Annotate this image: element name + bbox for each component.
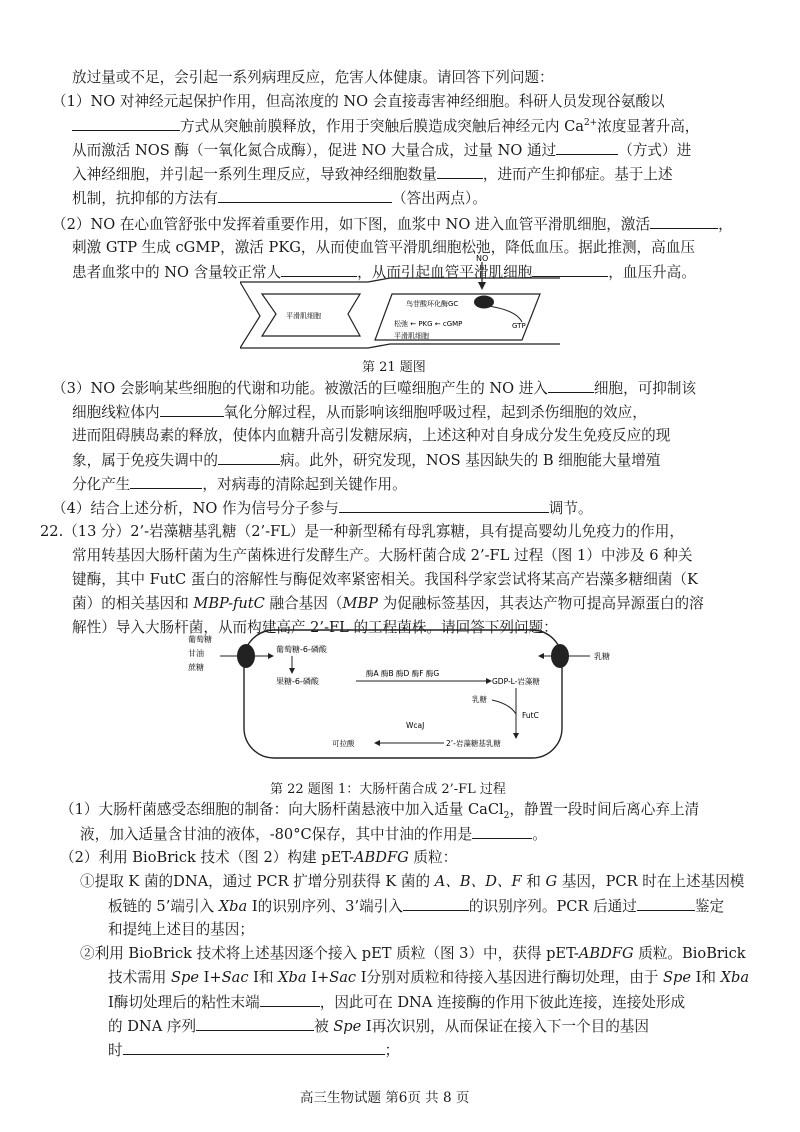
enzymes-label: 酶A 酶B 酶D 酶F 酶G [366, 669, 440, 678]
answer-blank[interactable] [403, 896, 469, 911]
q21-p1-line5: 机制，抗抑郁的方法有 （答出两点）。 [72, 190, 487, 207]
answer-blank[interactable] [123, 1040, 385, 1055]
q22-p2-s2-line1: ②利用 BioBrick 技术将上述基因逐个接入 pET 质粒（图 3）中，获得 pET-ABDFG 质粒。BioBrick [80, 945, 746, 962]
q21-p1-line4: 入神经细胞，并引起一系列生理反应，导致神经细胞数量 ，进而产生抑郁症。基于上述 [72, 166, 673, 183]
answer-blank[interactable] [260, 992, 320, 1007]
q21-p3-line3: 进而阻碍胰岛素的释放，使体内血糖升高引发糖尿病，上述这种对自身成分发生免疫反应的现 [72, 427, 671, 444]
q22-figure [180, 612, 630, 762]
q22-p1-line2: 液，加入适量含甘油的液体，-80°C保存，其中甘油的作用是 。 [80, 826, 547, 843]
q21-figure [240, 252, 560, 352]
q22-p2-s1-line1: ①提取 K 菌的DNA，通过 PCR 扩增分别获得 K 菌的 A、B、D、F 和 G 基因，PCR 时在上述基因模 [80, 873, 745, 890]
q21-p2-line1: （2）NO 在心血管舒张中发挥着重要作用，如下图，血浆中 NO 进入血管平滑肌细胞，激活 ， [52, 216, 733, 233]
q21-p3-line4: 象，属于免疫失调中的 病。此外，研究发现，NOS 基因缺失的 B 细胞能大量增殖 [72, 452, 661, 469]
no-label: NO [476, 254, 489, 263]
q21-p3-line5: 分化产生 ，对病毒的清除起到关键作用。 [72, 476, 407, 493]
q22-p2-head: （2）利用 BioBrick 技术（图 2）构建 pET-ABDFG 质粒： [60, 849, 458, 866]
answer-blank[interactable] [472, 824, 532, 839]
pathway-label: 松弛 ← PKG ← cGMP [394, 320, 463, 328]
answer-blank[interactable] [556, 140, 618, 155]
g6p-label: 葡萄糖-6-磷酸 [276, 645, 327, 654]
q21-intro: 放过量或不足，会引起一系列病理反应，危害人体健康。请回答下列问题： [72, 69, 554, 86]
q21-p3-line1: （3）NO 会影响某些细胞的代谢和功能。被激活的巨噬细胞产生的 NO 进入 细胞，可抑制该 [52, 380, 697, 397]
q22-line5: 解性）导入大肠杆菌，从而构建高产 2’-FL 的工程菌株。请回答下列问题： [72, 619, 558, 636]
gtp-label: GTP [512, 322, 526, 330]
enzyme-label: 鸟苷酸环化酶GC [406, 300, 459, 308]
f6p-label: 果糖-6-磷酸 [276, 677, 319, 686]
page-footer: 高三生物试题 第6页 共 8 页 [300, 1090, 470, 1106]
cell-right-label: 平滑肌细胞 [394, 332, 429, 340]
q22-line4: 菌）的相关基因和 MBP-futC 融合基因（MBP 为促融标签基因，其表达产物可提高异源蛋白的溶 [72, 595, 704, 612]
colanic-acid-label: 可拉酸 [332, 739, 355, 748]
gdp-fucose-label: GDP-L-岩藻糖 [492, 677, 540, 686]
q21-p1-line3: 从而激活 NOS 酶（一氧化氮合成酶），促进 NO 大量合成，过量 NO 通过 （方式）进 [72, 142, 692, 159]
answer-blank[interactable] [160, 402, 224, 417]
substrate-glycerol: 甘油 [188, 649, 204, 658]
q22-p2-s2-line5: 时 ； [108, 1042, 400, 1059]
substrate-glucose: 葡萄糖 [188, 635, 212, 644]
q22-figure-caption: 第 22 题图 1：大肠杆菌合成 2’-FL 过程 [270, 782, 506, 797]
q21-p1-line1: （1）NO 对神经元起保护作用，但高浓度的 NO 会直接毒害神经细胞。科研人员发现谷氨酸以 [52, 93, 665, 110]
q22-line3: 键酶，其中 FutC 蛋白的溶解性与酶促效率紧密相关。我国科学家尝试将某高产岩藻多糖细菌（K [72, 571, 698, 588]
answer-blank[interactable] [637, 896, 695, 911]
q21-p1-line2: 方式从突触前膜释放，作用于突触后膜造成突触后神经元内 $Ca^{2+}$浓度显著升高， [72, 116, 699, 136]
answer-blank[interactable] [72, 116, 180, 131]
wcaj-label: WcaJ [406, 721, 425, 730]
substrate-lactose: 乳糖 [594, 652, 610, 661]
q22-p2-s2-line3: Ⅰ酶切处理后的粘性末端 ，因此可在 DNA 连接酶的作用下彼此连接，连接处形成 [108, 994, 686, 1011]
product-label: 2’-岩藻糖基乳糖 [446, 739, 501, 748]
q22-p2-s2-line4: 的 DNA 序列 被 Spe Ⅰ再次识别，从而保证在接入下一个目的基因 [108, 1018, 649, 1035]
q22-p2-s1-line3: 和提纯上述目的基因； [108, 921, 254, 938]
q21-p2-line2: 刺激 GTP 生成 cGMP，激活 PKG，从而使血管平滑肌细胞松弛，降低血压。据此推测，高血压 [72, 239, 695, 256]
q22-p2-s1-line2: 板链的 5’端引入 Xba Ⅰ的识别序列、3’端引入 的识别序列。PCR 后通过 鉴定 [108, 898, 725, 915]
q22-line2: 常用转基因大肠杆菌为生产菌株进行发酵生产。大肠杆菌合成 2’-FL 过程（图 1）中涉及 6 种关 [72, 547, 693, 564]
q22-p1-line1: （1）大肠杆菌感受态细胞的制备：向大肠杆菌悬液中加入适量 CaCl$_2$，静置一段时间后离心弃上清 [60, 801, 700, 821]
answer-blank[interactable] [196, 1016, 314, 1031]
substrate-sucrose: 蔗糖 [188, 663, 204, 672]
answer-blank[interactable] [437, 164, 483, 179]
answer-blank[interactable] [130, 474, 202, 489]
answer-blank[interactable] [218, 450, 280, 465]
answer-blank[interactable] [339, 498, 549, 513]
answer-blank[interactable] [218, 188, 392, 203]
q21-figure-caption: 第 21 题图 [362, 360, 426, 375]
answer-blank[interactable] [548, 378, 594, 393]
q21-p2-line3: 患者血浆中的 NO 含量较正常人 ，从而引起血管平滑肌细胞 ，血压升高。 [72, 264, 696, 281]
q21-p4-line: （4）结合上述分析，NO 作为信号分子参与 调节。 [52, 500, 593, 517]
lactose-inner-label: 乳糖 [472, 695, 487, 704]
q21-p3-line2: 细胞线粒体内 氧化分解过程，从而影响该细胞呼吸过程，起到杀伤细胞的效应， [72, 404, 647, 421]
q22-p2-s2-line2: 技术需用 Spe Ⅰ+Sac Ⅰ和 Xba Ⅰ+Sac Ⅰ分别对质粒和待接入基因进行酶切处理，由于 Spe Ⅰ和 Xba [108, 969, 750, 986]
answer-blank[interactable] [650, 214, 718, 229]
futc-label: FutC [522, 711, 539, 720]
q22-line1: 22.（13 分）2’-岩藻糖基乳糖（2’-FL）是一种新型稀有母乳寡糖，具有提高婴幼儿免疫力的作用， [40, 523, 684, 540]
cell-left-label: 平滑肌细胞 [286, 312, 321, 320]
